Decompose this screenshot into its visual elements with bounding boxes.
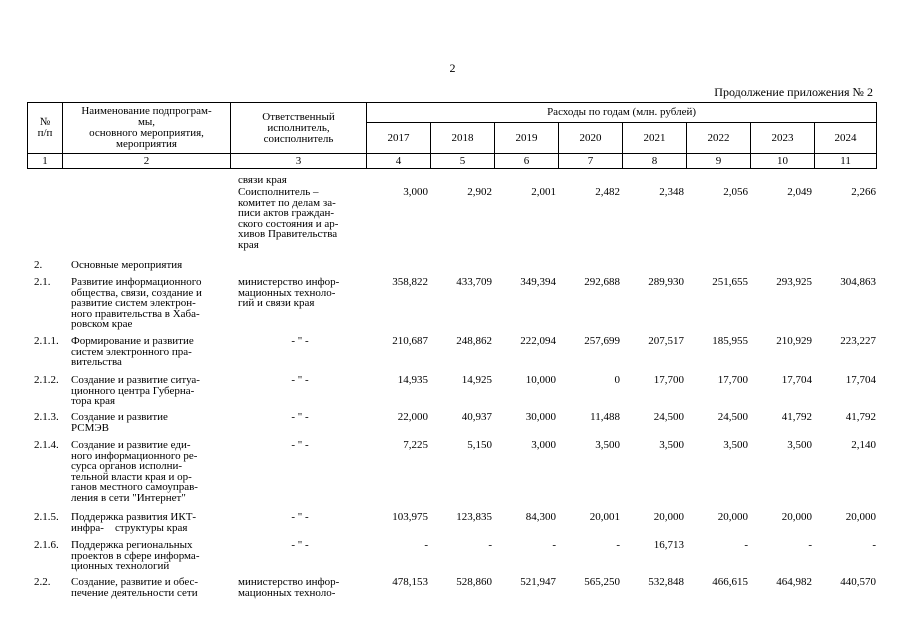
row-value: 210,687 bbox=[392, 335, 428, 347]
row-value: 5,150 bbox=[467, 439, 492, 451]
row-value: 30,000 bbox=[525, 411, 556, 423]
header-index-cell: 2 bbox=[63, 154, 231, 169]
row-responsible: связи края bbox=[238, 174, 287, 186]
row-value: - bbox=[744, 539, 748, 551]
row-number: 2.1.5. bbox=[34, 511, 59, 523]
row-name: Поддержка региональных проектов в сфере информа- ционных технологий bbox=[71, 539, 200, 572]
row-name: Создание и развитие ситуа- ционного центра Губерна- тора края bbox=[71, 374, 200, 407]
row-value: 41,792 bbox=[845, 411, 876, 423]
row-value: 2,482 bbox=[595, 186, 620, 198]
row-value: 3,500 bbox=[787, 439, 812, 451]
row-value: 7,225 bbox=[403, 439, 428, 451]
row-value: 358,822 bbox=[392, 276, 428, 288]
row-value: 433,709 bbox=[456, 276, 492, 288]
row-name: Создание и развитие еди- ного информационного ре- сурса органов исполни- тельной власти края и ор- ганов местного самоуправ- ления в сети "Интернет" bbox=[71, 439, 198, 504]
row-value: - bbox=[488, 539, 492, 551]
row-responsible: - " - bbox=[291, 411, 309, 423]
row-value: 2,348 bbox=[659, 186, 684, 198]
row-name: Создание и развитие РСМЭВ bbox=[71, 411, 168, 434]
row-value: 440,570 bbox=[840, 576, 876, 588]
header-year: 2019 bbox=[495, 123, 559, 154]
row-responsible: - " - bbox=[291, 511, 309, 523]
row-value: 2,056 bbox=[723, 186, 748, 198]
row-name: Развитие информационного общества, связи, создание и развитие систем электрон- ного правительства в Хаба- ровском крае bbox=[71, 276, 202, 330]
row-value: 0 bbox=[614, 374, 620, 386]
header-index-cell: 8 bbox=[623, 154, 687, 169]
row-value: 17,700 bbox=[653, 374, 684, 386]
row-value: 17,704 bbox=[845, 374, 876, 386]
row-value: 2,140 bbox=[851, 439, 876, 451]
header-index-cell: 11 bbox=[815, 154, 877, 169]
row-value: 20,000 bbox=[845, 511, 876, 523]
row-number: 2.1.3. bbox=[34, 411, 59, 423]
row-responsible: - " - bbox=[291, 335, 309, 347]
row-value: 532,848 bbox=[648, 576, 684, 588]
row-value: - bbox=[808, 539, 812, 551]
row-value: 528,860 bbox=[456, 576, 492, 588]
row-name: Формирование и развитие систем электронного пра- вительства bbox=[71, 335, 194, 368]
row-value: 22,000 bbox=[397, 411, 428, 423]
header-year: 2017 bbox=[367, 123, 431, 154]
row-value: 103,975 bbox=[392, 511, 428, 523]
row-value: 24,500 bbox=[653, 411, 684, 423]
header-year: 2024 bbox=[815, 123, 877, 154]
row-value: 3,500 bbox=[723, 439, 748, 451]
row-value: 3,000 bbox=[531, 439, 556, 451]
row-value: 478,153 bbox=[392, 576, 428, 588]
row-value: 185,955 bbox=[712, 335, 748, 347]
header-index-cell: 9 bbox=[687, 154, 751, 169]
row-value: 14,935 bbox=[397, 374, 428, 386]
row-responsible: министерство инфор- мационных техноло- гий и связи края bbox=[238, 276, 340, 309]
row-number: 2.2. bbox=[34, 576, 51, 588]
header-year: 2022 bbox=[687, 123, 751, 154]
row-value: 40,937 bbox=[461, 411, 492, 423]
row-value: 293,925 bbox=[776, 276, 812, 288]
row-number: 2.1.1. bbox=[34, 335, 59, 347]
row-name: Поддержка развития ИКТ- инфра- структуры края bbox=[71, 511, 197, 534]
row-value: 20,000 bbox=[717, 511, 748, 523]
row-number: 2.1.4. bbox=[34, 439, 59, 451]
row-value: 11,488 bbox=[590, 411, 620, 423]
row-value: 2,049 bbox=[787, 186, 812, 198]
row-value: 521,947 bbox=[520, 576, 556, 588]
row-value: 565,250 bbox=[584, 576, 620, 588]
row-value: 123,835 bbox=[456, 511, 492, 523]
header-index-cell: 3 bbox=[231, 154, 367, 169]
row-value: 257,699 bbox=[584, 335, 620, 347]
row-value: 20,000 bbox=[781, 511, 812, 523]
row-value: 466,615 bbox=[712, 576, 748, 588]
header-num: № п/п bbox=[28, 103, 63, 154]
row-responsible: - " - bbox=[291, 539, 309, 551]
row-value: - bbox=[872, 539, 876, 551]
row-value: 41,792 bbox=[781, 411, 812, 423]
row-value: 20,000 bbox=[653, 511, 684, 523]
page-number: 2 bbox=[449, 61, 456, 75]
header-index-cell: 5 bbox=[431, 154, 495, 169]
row-value: - bbox=[552, 539, 556, 551]
row-value: 16,713 bbox=[653, 539, 684, 551]
row-responsible: Соисполнитель – комитет по делам за- писи актов граждан- ского состояния и ар- хивов Правительства края bbox=[238, 186, 339, 251]
row-responsible: - " - bbox=[291, 374, 309, 386]
row-value: 14,925 bbox=[461, 374, 492, 386]
row-value: 17,704 bbox=[781, 374, 812, 386]
row-value: 210,929 bbox=[776, 335, 812, 347]
header-responsible: Ответственный исполнитель, соисполнитель bbox=[231, 103, 367, 154]
row-number: 2.1.2. bbox=[34, 374, 59, 386]
row-value: - bbox=[616, 539, 620, 551]
row-value: 292,688 bbox=[584, 276, 620, 288]
row-value: 207,517 bbox=[648, 335, 684, 347]
row-value: 20,001 bbox=[589, 511, 620, 523]
header-index-cell: 10 bbox=[751, 154, 815, 169]
row-value: - bbox=[424, 539, 428, 551]
header-index-cell: 7 bbox=[559, 154, 623, 169]
row-value: 3,000 bbox=[403, 186, 428, 198]
header-expenses: Расходы по годам (млн. рублей) bbox=[367, 103, 877, 123]
row-value: 2,902 bbox=[467, 186, 492, 198]
header-year: 2023 bbox=[751, 123, 815, 154]
header-index-cell: 4 bbox=[367, 154, 431, 169]
row-value: 2,266 bbox=[851, 186, 876, 198]
row-number: 2.1.6. bbox=[34, 539, 59, 551]
row-responsible: - " - bbox=[291, 439, 309, 451]
row-value: 3,500 bbox=[595, 439, 620, 451]
row-name: Создание, развитие и обес- печение деятельности сети bbox=[71, 576, 199, 599]
row-value: 3,500 bbox=[659, 439, 684, 451]
row-value: 2,001 bbox=[531, 186, 556, 198]
row-value: 17,700 bbox=[717, 374, 748, 386]
header-year: 2020 bbox=[559, 123, 623, 154]
row-value: 464,982 bbox=[776, 576, 812, 588]
row-value: 251,655 bbox=[712, 276, 748, 288]
header-name: Наименование подпрограм- мы, основного мероприятия, мероприятия bbox=[63, 103, 231, 154]
header-year: 2021 bbox=[623, 123, 687, 154]
row-value: 349,394 bbox=[520, 276, 556, 288]
row-responsible: министерство инфор- мационных техноло- bbox=[238, 576, 340, 599]
row-value: 84,300 bbox=[525, 511, 556, 523]
row-number: 2.1. bbox=[34, 276, 51, 288]
row-name: Основные мероприятия bbox=[71, 259, 183, 271]
row-value: 10,000 bbox=[525, 374, 556, 386]
row-value: 304,863 bbox=[840, 276, 876, 288]
row-number: 2. bbox=[34, 259, 43, 271]
header-index-cell: 6 bbox=[495, 154, 559, 169]
header-year: 2018 bbox=[431, 123, 495, 154]
row-value: 248,862 bbox=[456, 335, 492, 347]
row-value: 289,930 bbox=[648, 276, 684, 288]
continuation-label: Продолжение приложения № 2 bbox=[714, 85, 873, 99]
row-value: 24,500 bbox=[717, 411, 748, 423]
header-index-cell: 1 bbox=[28, 154, 63, 169]
row-value: 223,227 bbox=[840, 335, 876, 347]
row-value: 222,094 bbox=[520, 335, 556, 347]
